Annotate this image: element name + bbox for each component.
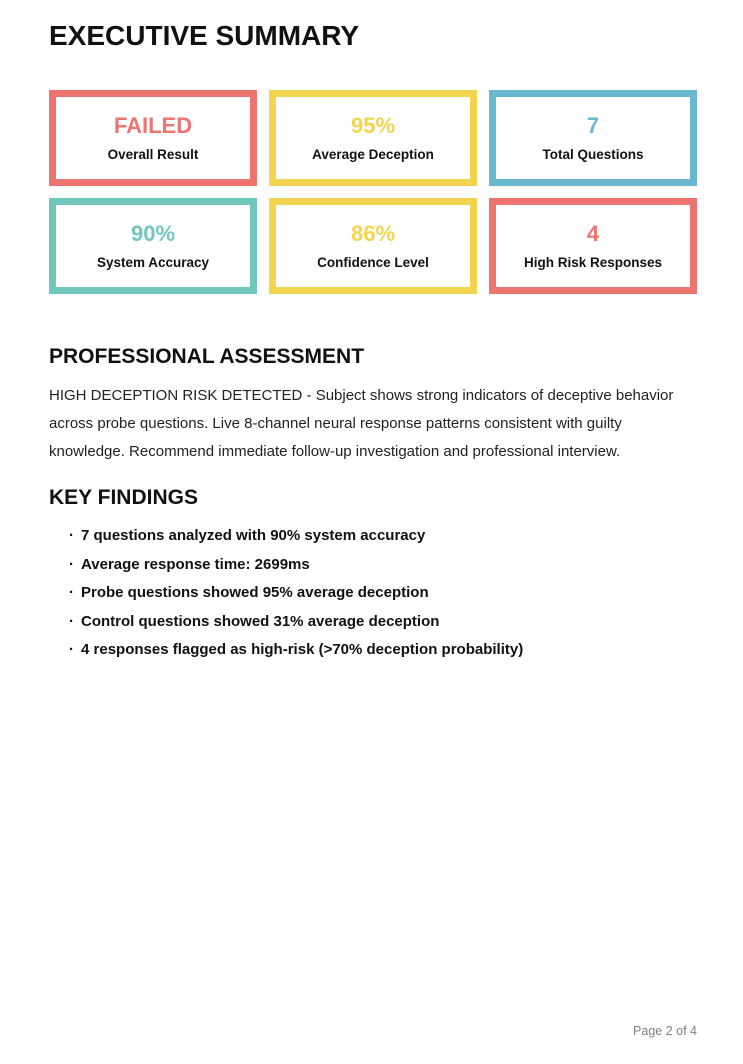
key-findings-list: [49, 527, 697, 658]
bullet-icon: ·: [69, 612, 74, 630]
metric-label: Average Deception: [312, 146, 434, 162]
finding-item-text: 7 questions analyzed with 90% system accuracy: [81, 527, 426, 544]
finding-item: [69, 613, 697, 630]
metric-card: [49, 198, 257, 294]
metric-label: System Accuracy: [96, 254, 210, 270]
finding-item: [69, 584, 697, 601]
assessment-body-text: HIGH DECEPTION RISK DETECTED - Subject shows strong indicators of deceptive behavior across probe questions. Live 8-channel neural response patterns consistent with guilty knowledge. Recommend immediate follow-up investigation and professional interview.: [49, 387, 674, 460]
metric-label: Total Questions: [542, 146, 644, 162]
metric-value: 4: [586, 220, 600, 246]
finding-item: [69, 641, 697, 658]
page-title: EXECUTIVE SUMMARY: [49, 20, 360, 51]
metric-card: [489, 90, 697, 186]
report-page: [0, 20, 743, 1064]
bullet-icon: ·: [69, 527, 74, 544]
bullet-icon: ·: [69, 641, 74, 658]
bullet-icon: ·: [69, 584, 74, 601]
finding-item: [69, 527, 697, 544]
finding-item: [69, 556, 697, 573]
key-findings-heading: KEY FINDINGS: [49, 486, 198, 509]
page-content: [0, 20, 743, 658]
metric-label: High Risk Responses: [523, 254, 663, 270]
finding-item-text: Control questions showed 31% average deception: [81, 612, 440, 630]
metric-card: [269, 198, 477, 294]
metric-cards-grid: [49, 90, 697, 294]
metric-card: [489, 198, 697, 294]
metric-card: [269, 90, 477, 186]
metric-value: 7: [586, 112, 600, 138]
metric-value: 95%: [350, 112, 396, 138]
metric-card: [49, 90, 257, 186]
metric-value: FAILED: [113, 112, 193, 138]
metric-label: Confidence Level: [317, 254, 429, 270]
metric-value: 86%: [350, 220, 396, 246]
metric-value: 90%: [130, 220, 176, 246]
assessment-heading: PROFESSIONAL ASSESSMENT: [49, 345, 365, 368]
page-number: Page 2 of 4: [633, 1024, 697, 1038]
finding-item-text: 4 responses flagged as high-risk (>70% deception probability): [81, 641, 524, 658]
bullet-icon: ·: [69, 555, 74, 573]
metric-label: Overall Result: [107, 146, 199, 162]
finding-item-text: Probe questions showed 95% average deception: [81, 584, 429, 601]
finding-item-text: Average response time: 2699ms: [81, 555, 310, 573]
